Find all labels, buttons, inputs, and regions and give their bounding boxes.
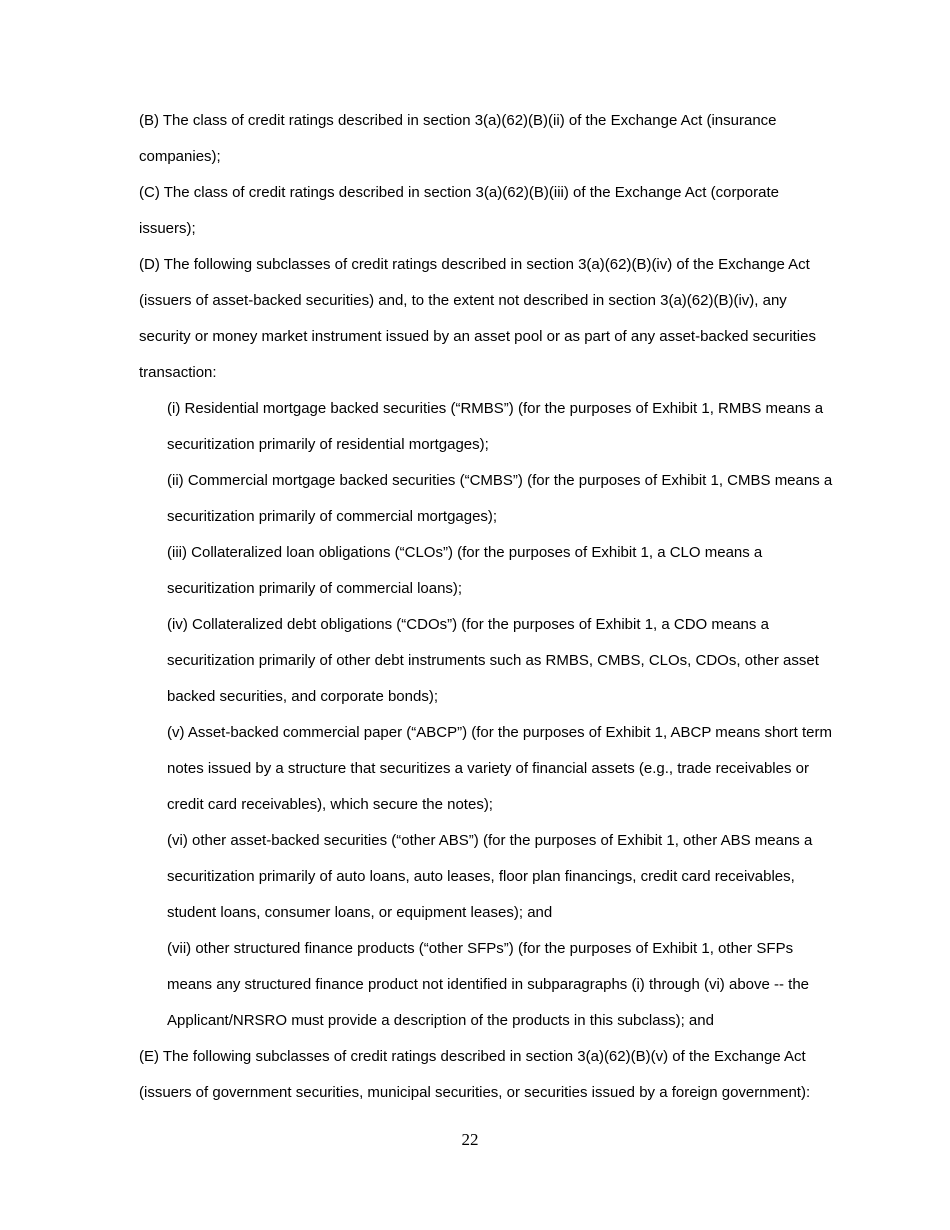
subparagraph-d-vii: (vii) other structured finance products (“other SFPs”) (for the purposes of Exhibit 1, other SFPs means any structured finance product not identified in subparagraphs (i) through (vi) above -- the Applicant/NRSRO must provide a description of the products in this subclass); and bbox=[167, 940, 810, 1029]
subparagraph-d-i: (i) Residential mortgage backed securities (“RMBS”) (for the purposes of Exhibit 1, RMBS means a securitization primarily of residential mortgages); bbox=[167, 400, 824, 453]
document-body bbox=[139, 103, 839, 1111]
subparagraph-d-iii: (iii) Collateralized loan obligations (“CLOs”) (for the purposes of Exhibit 1, a CLO means a securitization primarily of commercial loans); bbox=[167, 544, 763, 597]
subparagraph-d-vi: (vi) other asset-backed securities (“other ABS”) (for the purposes of Exhibit 1, other ABS means a securitization primarily of auto loans, auto leases, floor plan financings, credit card receivables, student loans, consumer loans, or equipment leases); and bbox=[167, 832, 813, 921]
subparagraph-d-iv: (iv) Collateralized debt obligations (“CDOs”) (for the purposes of Exhibit 1, a CDO means a securitization primarily of other debt instruments such as RMBS, CMBS, CLOs, CDOs, other asset backed securities, and corporate bonds); bbox=[167, 616, 819, 705]
paragraph-e: (E) The following subclasses of credit ratings described in section 3(a)(62)(B)(v) of the Exchange Act (issuers of government securities, municipal securities, or securities issued by a foreign government): bbox=[139, 1048, 811, 1101]
paragraph-b: (B) The class of credit ratings described in section 3(a)(62)(B)(ii) of the Exchange Act (insurance companies); bbox=[139, 112, 777, 165]
paragraph-c: (C) The class of credit ratings described in section 3(a)(62)(B)(iii) of the Exchange Act (corporate issuers); bbox=[139, 184, 779, 237]
page-number: 22 bbox=[461, 1130, 479, 1149]
subparagraph-d-ii: (ii) Commercial mortgage backed securities (“CMBS”) (for the purposes of Exhibit 1, CMBS means a securitization primarily of commercial mortgages); bbox=[167, 472, 833, 525]
subparagraph-d-v: (v) Asset-backed commercial paper (“ABCP”) (for the purposes of Exhibit 1, ABCP means short term notes issued by a structure that securitizes a variety of financial assets (e.g., trade receivables or credit card receivables), which secure the notes); bbox=[167, 724, 832, 813]
paragraph-d: (D) The following subclasses of credit ratings described in section 3(a)(62)(B)(iv) of the Exchange Act (issuers of asset-backed securities) and, to the extent not described in section 3(a)(62)(B)(iv), any security or money market instrument issued by an asset pool or as part of any asset-backed securities transaction: bbox=[139, 256, 816, 381]
